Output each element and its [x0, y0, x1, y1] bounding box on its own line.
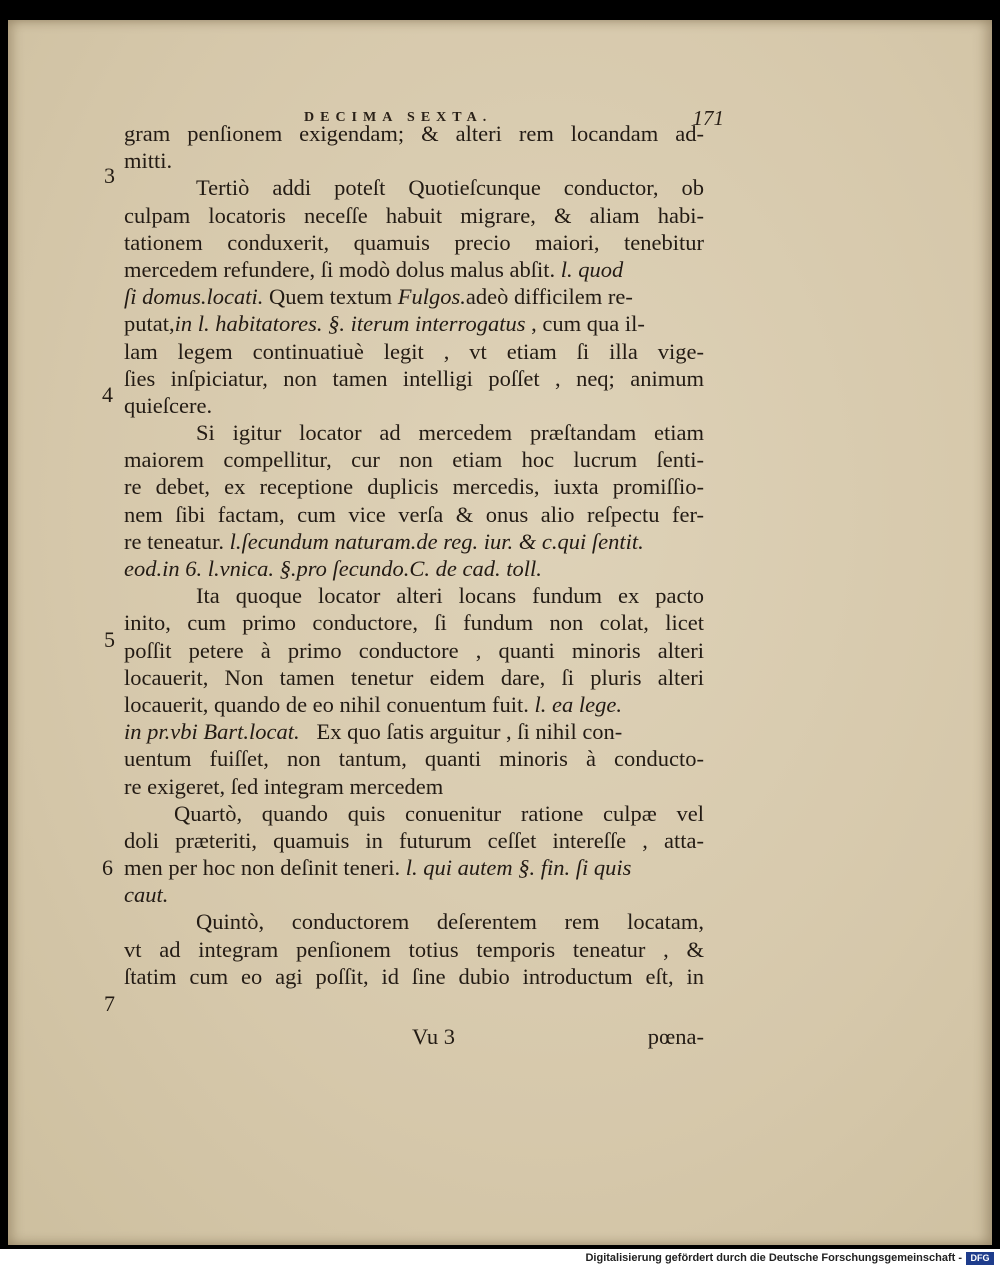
- text-line: eod.in 6. l.vnica. §.pro ſecundo.C. de cad. toll.: [124, 556, 542, 581]
- text-line: locauerit, quando de eo nihil conuentum fuit. l. ea lege.: [124, 691, 622, 717]
- text-line: doli præteriti, quamuis in futurum ceſſet intereſſe , atta-: [124, 827, 704, 853]
- text-line: re teneatur. l.ſecundum naturam.de reg. iur. & c.qui ſentit.: [124, 528, 644, 554]
- text-line: mitti.: [124, 148, 173, 174]
- text-line: re exigeret, ſed integram mercedem: [124, 773, 444, 799]
- text-line: culpam locatoris neceſſe habuit migrare, & aliam habi-: [124, 202, 704, 228]
- text-line: putat,in l. habitatores. §. iterum interrogatus , cum qua il-: [124, 311, 645, 337]
- citation: l. ea lege.: [534, 691, 622, 717]
- text-line: uentum fuiſſet, non tantum, quanti minoris à conducto-: [124, 746, 704, 772]
- citation: l.ſecundum naturam.de reg. iur. & c.qui ſentit.: [229, 528, 644, 554]
- citation: ſi domus.locati.: [124, 284, 264, 310]
- citation: l. quod: [560, 256, 624, 282]
- margin-number: 3: [104, 163, 115, 188]
- text-line: locauerit, Non tamen tenetur eidem dare, ſi pluris alteri: [124, 664, 704, 690]
- dfg-logo: DFG: [966, 1252, 994, 1265]
- text-line: Si igitur locator ad mercedem præſtandam etiam: [196, 420, 704, 446]
- margin-number: 6: [102, 855, 113, 880]
- text-line: maiorem compellitur, cur non etiam hoc lucrum ſenti-: [124, 447, 704, 473]
- citation: in l. habitatores. §. iterum interrogatus: [174, 311, 526, 337]
- text-line: Quartò, quando quis conuenitur ratione culpæ vel: [174, 800, 704, 826]
- body-text: [124, 120, 704, 990]
- signature-mark: Vu 3: [412, 1024, 456, 1049]
- text-line: Quintò, conductorem deſerentem rem locatam,: [196, 909, 704, 935]
- text-line: Tertiò addi poteſt Quotieſcunque conductor, ob: [196, 175, 704, 201]
- text-line: ſies inſpiciatur, non tamen intelligi poſſet , neq; animum: [124, 365, 704, 391]
- text-line: inito, cum primo conductore, ſi fundum non colat, licet: [124, 610, 704, 636]
- text-line: Ita quoque locator alteri locans fundum ex pacto: [196, 583, 704, 609]
- catchword: pœna-: [647, 1024, 704, 1049]
- citation: in pr.vbi Bart.locat.: [124, 719, 300, 745]
- citation: Fulgos.: [397, 284, 466, 310]
- footer-bar: [0, 1249, 1000, 1269]
- text-line: quieſcere.: [124, 392, 213, 418]
- text-line: lam legem continuatiuè legit , vt etiam ſi illa vige-: [124, 338, 704, 364]
- margin-number: 4: [102, 382, 113, 407]
- text-line: poſſit petere à primo conductore , quanti minoris alteri: [124, 637, 704, 663]
- signature-line: [124, 1024, 704, 1052]
- footer-credit: Digitalisierung gefördert durch die Deutsche Forschungsgemeinschaft -: [585, 1252, 962, 1264]
- citation: l. qui autem §. fin. ſi quis: [405, 855, 632, 881]
- margin-number: 5: [104, 627, 115, 652]
- text-line: ſi domus.locati. Quem textum Fulgos.adeò difficilem re-: [124, 284, 633, 310]
- text-line: caut.: [124, 882, 169, 908]
- running-head-title: DECIMA SEXTA.: [304, 110, 493, 125]
- text-line: re debet, ex receptione duplicis mercedis, iuxta promiſſio-: [124, 474, 704, 500]
- text-line: vt ad integram penſionem totius temporis teneatur , &: [124, 936, 704, 962]
- text-line: mercedem refundere, ſi modò dolus malus abſit. l. quod: [124, 256, 624, 282]
- text-line: ſtatim cum eo agi poſſit, id ſine dubio introductum eſt, in: [124, 963, 704, 989]
- page-number: 171: [692, 106, 724, 130]
- text-line: nem ſibi factam, cum vice verſa & onus alio reſpectu fer-: [124, 501, 704, 527]
- text-line: gram penſionem exigendam; & alteri rem locandam ad-: [124, 121, 704, 146]
- text-line: tationem conduxerit, quamuis precio maiori, tenebitur: [124, 229, 704, 255]
- text-line: men per hoc non deſinit teneri. l. qui autem §. fin. ſi quis: [124, 855, 632, 881]
- text-line: in pr.vbi Bart.locat. Ex quo ſatis arguitur , ſi nihil con-: [124, 719, 623, 745]
- margin-number: 7: [104, 991, 115, 1016]
